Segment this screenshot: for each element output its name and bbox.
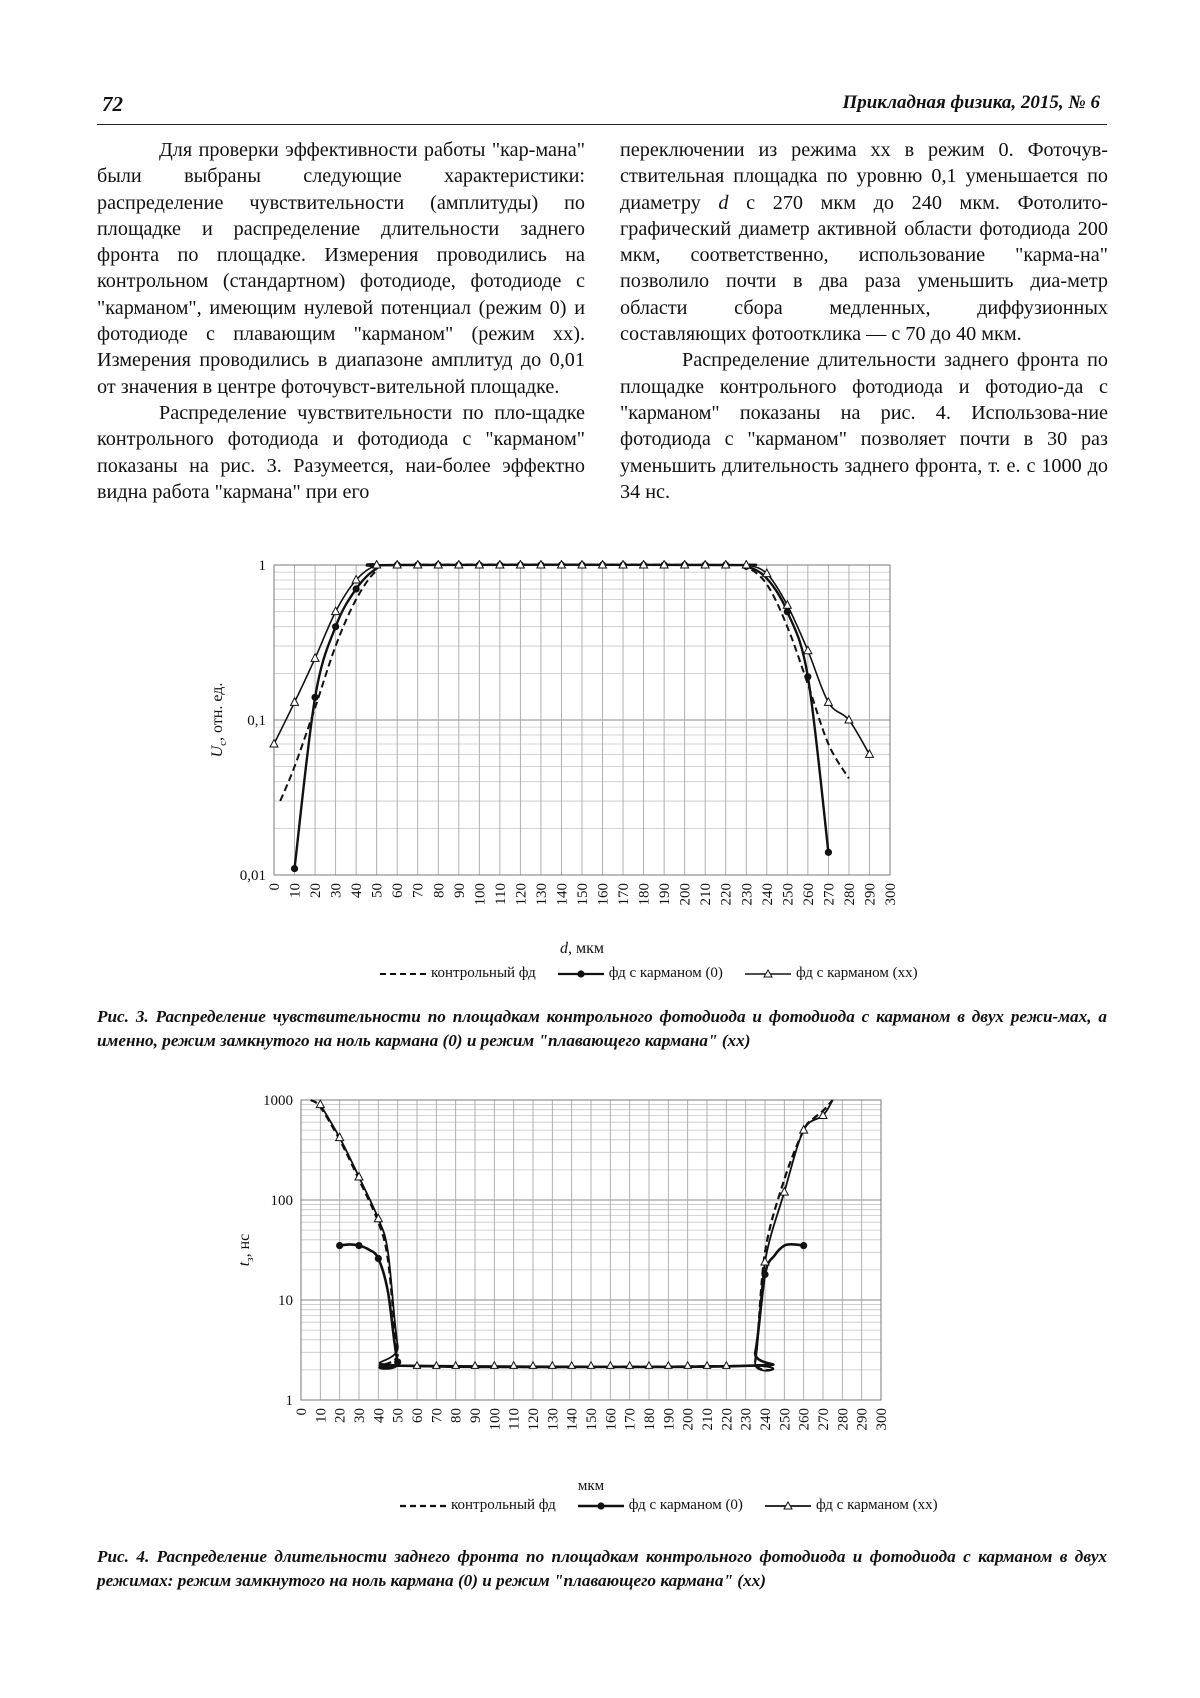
- x-axis-label-unit: , мкм: [567, 940, 605, 957]
- x-tick-label: 140: [554, 883, 571, 906]
- data-point-flat: [491, 1362, 498, 1369]
- legend-item-pocket-xx: [745, 965, 918, 982]
- x-tick-label: 30: [328, 883, 345, 898]
- gridlines: [274, 565, 890, 875]
- data-point-flat: [665, 1362, 672, 1369]
- x-tick-label: 120: [513, 883, 530, 906]
- legend-dashed-line-icon: [400, 1501, 446, 1511]
- x-tick-label: 250: [777, 1408, 794, 1431]
- series-line-pocket-xx: [274, 564, 870, 755]
- figure-4-chart: [225, 1095, 1015, 1495]
- x-tick-label: 180: [636, 883, 653, 906]
- figure-4-legend: [400, 1497, 960, 1514]
- legend-label: фд с карманом (0): [608, 965, 723, 981]
- header-rule: [97, 124, 1107, 125]
- data-point-pocket-xx: [804, 646, 812, 654]
- data-point-flat: [684, 1362, 691, 1369]
- x-tick-label: 30: [352, 1408, 368, 1423]
- legend-circle-line-icon: [558, 969, 604, 979]
- x-tick-label: 270: [821, 883, 838, 906]
- x-tick-label: 110: [506, 1408, 523, 1430]
- paragraph-part: с 270 мкм до 240 мкм. Фотолито-графический диаметр активной области фотодиода 200 мкм, соответственно, использование "карма-на" позволило почти в два раза уменьшить диа-метр области сбора медленных, диффузионных составляющих фотоотклика — с 70 до 40 мкм.: [620, 191, 1109, 346]
- data-point-pocket-0: [336, 1242, 343, 1249]
- data-point-pocket-0: [291, 865, 298, 872]
- legend-item-pocket-0: [578, 1497, 743, 1514]
- figure-3-chart: [190, 560, 1010, 960]
- x-tick-label: 160: [603, 1408, 620, 1431]
- legend-label: фд с карманом (хх): [795, 965, 918, 981]
- y-axis-label-sub: з: [244, 1257, 256, 1262]
- legend-item-pocket-0: [558, 965, 723, 982]
- x-tick-label: 90: [468, 1408, 484, 1423]
- x-tick-label: 20: [308, 883, 325, 898]
- figure-4-caption: Рис. 4. Распределение длительности заднего фронта по площадкам контрольного фотодиода и фотодиода с карманом в двух режимах: режим замкнутого на ноль кармана (0) и режим "плавающего кармана" (хх): [97, 1547, 1107, 1590]
- legend-item-pocket-xx: [765, 1497, 938, 1514]
- x-tick-label: 130: [545, 1408, 562, 1431]
- y-tick-label: 1: [258, 560, 266, 574]
- x-tick-label: 0: [267, 883, 283, 891]
- x-tick-label: 300: [874, 1408, 890, 1431]
- x-tick-label: 280: [835, 1408, 852, 1431]
- y-axis-label: [236, 1234, 256, 1266]
- data-point-pocket-0: [784, 608, 791, 615]
- x-tick-label: 40: [371, 1408, 388, 1423]
- x-tick-label: 70: [429, 1408, 446, 1423]
- legend-triangle-line-icon: [745, 969, 791, 979]
- figure-3-legend: [380, 965, 940, 982]
- y-tick-label: 1000: [263, 1095, 293, 1109]
- paragraph-part: переключении из режима хх в режим 0. Фоточув-ствительная площадка по уровню 0,1 уменьшается по диаметру: [620, 139, 1108, 214]
- x-tick-label: 200: [677, 883, 694, 906]
- page-header: [97, 92, 1105, 120]
- paragraph: [620, 137, 1108, 347]
- x-tick-label: 60: [410, 1408, 426, 1423]
- data-point-pocket-0: [825, 849, 832, 856]
- left-column: [97, 137, 585, 505]
- x-tick-label: 50: [369, 883, 386, 898]
- x-tick-label: 210: [700, 1408, 716, 1431]
- y-tick-label: 10: [278, 1293, 293, 1309]
- x-tick-label: 10: [287, 883, 304, 898]
- x-tick-label: 140: [564, 1408, 581, 1431]
- data-point-pocket-xx: [291, 698, 299, 706]
- data-point-flat: [549, 1362, 556, 1369]
- x-axis-label-var: d: [559, 940, 568, 957]
- x-tick-label: 40: [349, 883, 366, 898]
- data-point-pocket-xx: [780, 1188, 788, 1196]
- right-column: [620, 137, 1108, 505]
- x-tick-label: 220: [718, 883, 735, 906]
- legend-dashed-line-icon: [380, 969, 426, 979]
- x-tick-label: 100: [487, 1408, 504, 1431]
- y-axis-label-sub: c: [217, 740, 229, 746]
- y-tick-label: 0,01: [239, 868, 266, 884]
- journal-title: Прикладная физика, 2015, № 6: [842, 92, 1100, 113]
- x-tick-label: 70: [410, 883, 427, 898]
- data-point-flat: [645, 1362, 652, 1369]
- x-tick-label: 150: [575, 883, 591, 906]
- x-tick-label: 260: [800, 883, 817, 906]
- x-tick-label: 280: [841, 883, 858, 906]
- data-point-pocket-0: [353, 585, 360, 592]
- data-point-flat: [510, 1362, 517, 1369]
- x-tick-label: 230: [738, 1408, 755, 1431]
- paragraph: Распределение чувствительности по пло-щадке контрольного фотодиода и фотодиода с "карманом" показаны на рис. 3. Разумеется, наи-более эффектно видна работа "кармана" при его: [97, 401, 585, 503]
- y-axis-label-var: t: [236, 1261, 253, 1267]
- figure-4-svg: [225, 1095, 1015, 1495]
- x-axis-label: [560, 940, 604, 957]
- x-tick-label: 240: [759, 883, 776, 906]
- data-point-pocket-0: [804, 673, 811, 680]
- figure-3-caption: Рис. 3. Распределение чувствительности по площадкам контрольного фотодиода и фотодиода с карманом в двух режи-мах, а именно, режим замкнутого на ноль кармана (0) и режим "плавающего кармана" (хх): [97, 1007, 1107, 1050]
- legend-label: контрольный фд: [431, 965, 536, 981]
- x-tick-label: 290: [862, 883, 879, 906]
- x-tick-label: 170: [622, 1408, 639, 1431]
- x-tick-label: 240: [758, 1408, 774, 1431]
- data-point-flat: [587, 1362, 594, 1369]
- x-tick-label: 300: [883, 883, 899, 906]
- data-point-pocket-0: [375, 1255, 382, 1262]
- x-tick-label: 270: [816, 1408, 832, 1431]
- x-tick-label: 180: [642, 1408, 658, 1431]
- x-tick-label: 290: [854, 1408, 871, 1431]
- x-tick-label: 130: [533, 883, 550, 906]
- data-point-flat: [607, 1362, 614, 1369]
- figure-3-svg: [190, 560, 1010, 960]
- x-tick-label: 120: [526, 1408, 542, 1431]
- data-point-pocket-0: [800, 1242, 807, 1249]
- x-tick-label: 50: [390, 1408, 407, 1423]
- legend-label: фд с карманом (хх): [815, 1497, 938, 1513]
- x-tick-label: 0: [294, 1408, 310, 1416]
- data-point-flat: [703, 1362, 710, 1369]
- x-tick-label: 80: [431, 883, 448, 898]
- paragraph: Для проверки эффективности работы "кар-мана" были выбраны следующие характеристики: распределение чувствительности (амплитуды) по площадке и распределение длительности заднего фронта по площадке. Измерения проводились на контрольном (стандартном) фотодиоде, фотодиоде с "карманом", имеющим нулевой потенциал (режим 0) и фотодиоде с плавающим "карманом" (режим хх). Измерения проводились в диапазоне амплитуд до 0,01 от значения в центре фоточувст-вительной площадке.: [97, 139, 585, 398]
- data-point-pocket-0: [355, 1242, 362, 1249]
- data-point-pocket-xx: [311, 654, 319, 662]
- y-axis-label-var: U: [209, 745, 226, 758]
- series-line-control: [280, 565, 849, 801]
- variable-d: d: [718, 191, 729, 214]
- data-point-pocket-xx: [332, 607, 340, 615]
- x-tick-label: 210: [698, 883, 715, 906]
- data-point-pocket-xx: [270, 740, 278, 748]
- legend-item-control: [400, 1497, 556, 1514]
- legend-triangle-line-icon: [765, 1501, 811, 1511]
- legend-circle-line-icon: [578, 1501, 624, 1511]
- x-tick-label: 20: [332, 1408, 349, 1423]
- x-tick-label: 190: [661, 1408, 678, 1431]
- data-point-flat: [568, 1362, 575, 1369]
- paragraph: Распределение длительности заднего фронта по площадке контрольного фотодиода и фотодио-да с "карманом" показаны на рис. 4. Использова-ние фотодиода с "карманом" позволяет почти в 30 раз уменьшить длительность заднего фронта, т. е. с 1000 до 34 нс.: [620, 349, 1108, 503]
- x-tick-label: 220: [719, 1408, 736, 1431]
- x-tick-label: 260: [796, 1408, 813, 1431]
- x-tick-label: 160: [595, 883, 612, 906]
- y-axis-label-unit: , отн. ед.: [209, 682, 226, 741]
- x-tick-label: 230: [739, 883, 756, 906]
- y-tick-label: 1: [285, 1393, 293, 1409]
- data-point-flat: [529, 1362, 536, 1369]
- data-point-pocket-xx: [761, 1257, 769, 1265]
- y-axis-label: [209, 683, 229, 758]
- data-point-pocket-0: [332, 623, 339, 630]
- page-number: 72: [102, 92, 123, 116]
- x-tick-label: 200: [680, 1408, 697, 1431]
- x-tick-label: 110: [492, 883, 509, 905]
- y-tick-label: 0,1: [247, 713, 266, 729]
- x-tick-label: 90: [451, 883, 468, 898]
- data-point-pocket-0: [394, 1358, 401, 1365]
- data-point-pocket-0: [311, 694, 318, 701]
- x-axis-label: мкм: [577, 1478, 605, 1494]
- x-tick-label: 150: [584, 1408, 600, 1431]
- legend-item-control: [380, 965, 536, 982]
- legend-label: фд с карманом (0): [628, 1497, 743, 1513]
- data-point-pocket-0: [761, 1271, 768, 1278]
- y-axis-label-unit: , нс: [236, 1233, 253, 1258]
- legend-label: контрольный фд: [451, 1497, 556, 1513]
- data-point-flat: [626, 1362, 633, 1369]
- x-tick-label: 100: [472, 883, 489, 906]
- x-tick-label: 250: [780, 883, 797, 906]
- x-tick-label: 170: [616, 883, 633, 906]
- data-point-pocket-xx: [824, 698, 832, 706]
- x-tick-label: 80: [448, 1408, 465, 1423]
- x-tick-label: 60: [390, 883, 407, 898]
- y-tick-label: 100: [270, 1193, 293, 1209]
- data-point-pocket-xx: [316, 1100, 324, 1108]
- x-tick-label: 10: [313, 1408, 330, 1423]
- x-tick-label: 190: [657, 883, 674, 906]
